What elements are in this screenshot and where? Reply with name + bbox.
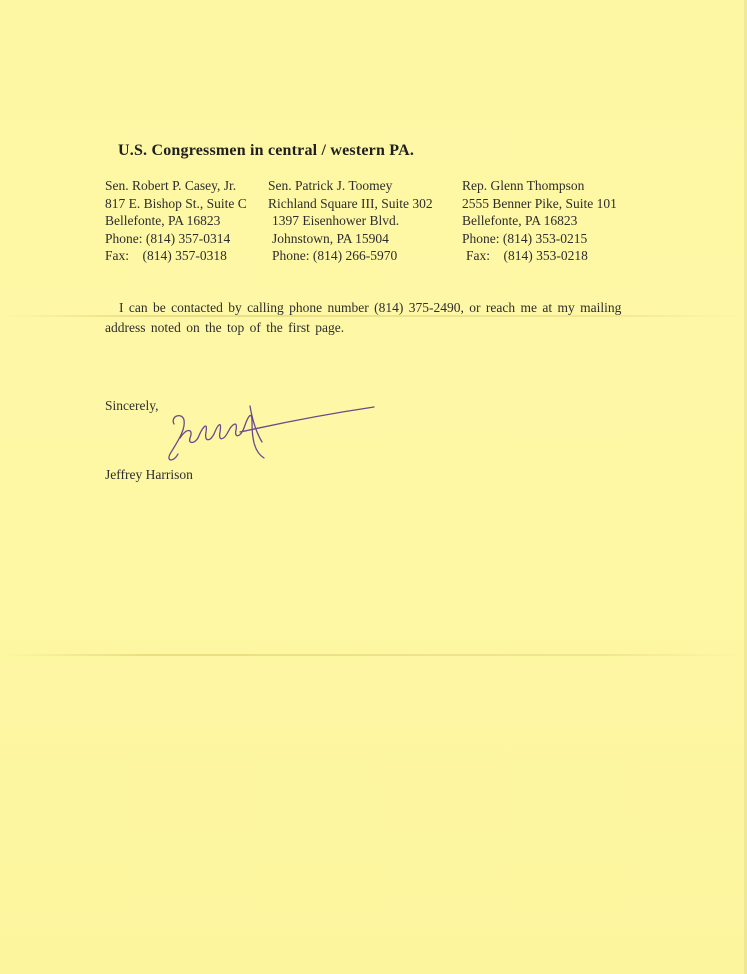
contact-line: Richland Square III, Suite 302: [268, 195, 433, 211]
closing-text: Sincerely,: [105, 398, 159, 413]
contact-line: Fax: (814) 353-0218: [466, 248, 588, 264]
contact-line: Phone: (814) 266-5970: [272, 248, 398, 264]
paragraph-text: I can be contacted by calling phone number (814) 375-2490, or reach me at my mailing address noted on the top of the first page.: [105, 300, 622, 335]
contact-line: Bellefonte, PA 16823: [105, 213, 221, 229]
contact-block-casey: [105, 177, 247, 265]
contact-block-toomey: [268, 177, 433, 265]
contact-line: 1397 Eisenhower Blvd.: [272, 213, 400, 229]
contact-line: Sen. Patrick J. Toomey: [268, 178, 393, 193]
contact-line: Phone: (814) 353-0215: [462, 230, 588, 246]
contact-paragraph: [105, 298, 635, 338]
contact-line: Fax: (814) 357-0318: [105, 248, 227, 264]
signatory-name: Jeffrey Harrison: [105, 467, 193, 482]
contact-line: Bellefonte, PA 16823: [462, 213, 578, 229]
signature-image: [160, 398, 380, 470]
contact-line: Phone: (814) 357-0314: [105, 230, 231, 246]
contact-line: Sen. Robert P. Casey, Jr.: [105, 178, 237, 193]
section-heading: U.S. Congressmen in central / western PA.: [118, 142, 415, 159]
contact-line: 817 E. Bishop St., Suite C: [105, 195, 247, 211]
contact-line: Johnstown, PA 15904: [272, 230, 389, 246]
contact-block-thompson: [462, 177, 617, 265]
contact-line: 2555 Benner Pike, Suite 101: [462, 195, 617, 211]
contact-line: Rep. Glenn Thompson: [462, 178, 585, 193]
paper-fold-line: [0, 654, 747, 656]
